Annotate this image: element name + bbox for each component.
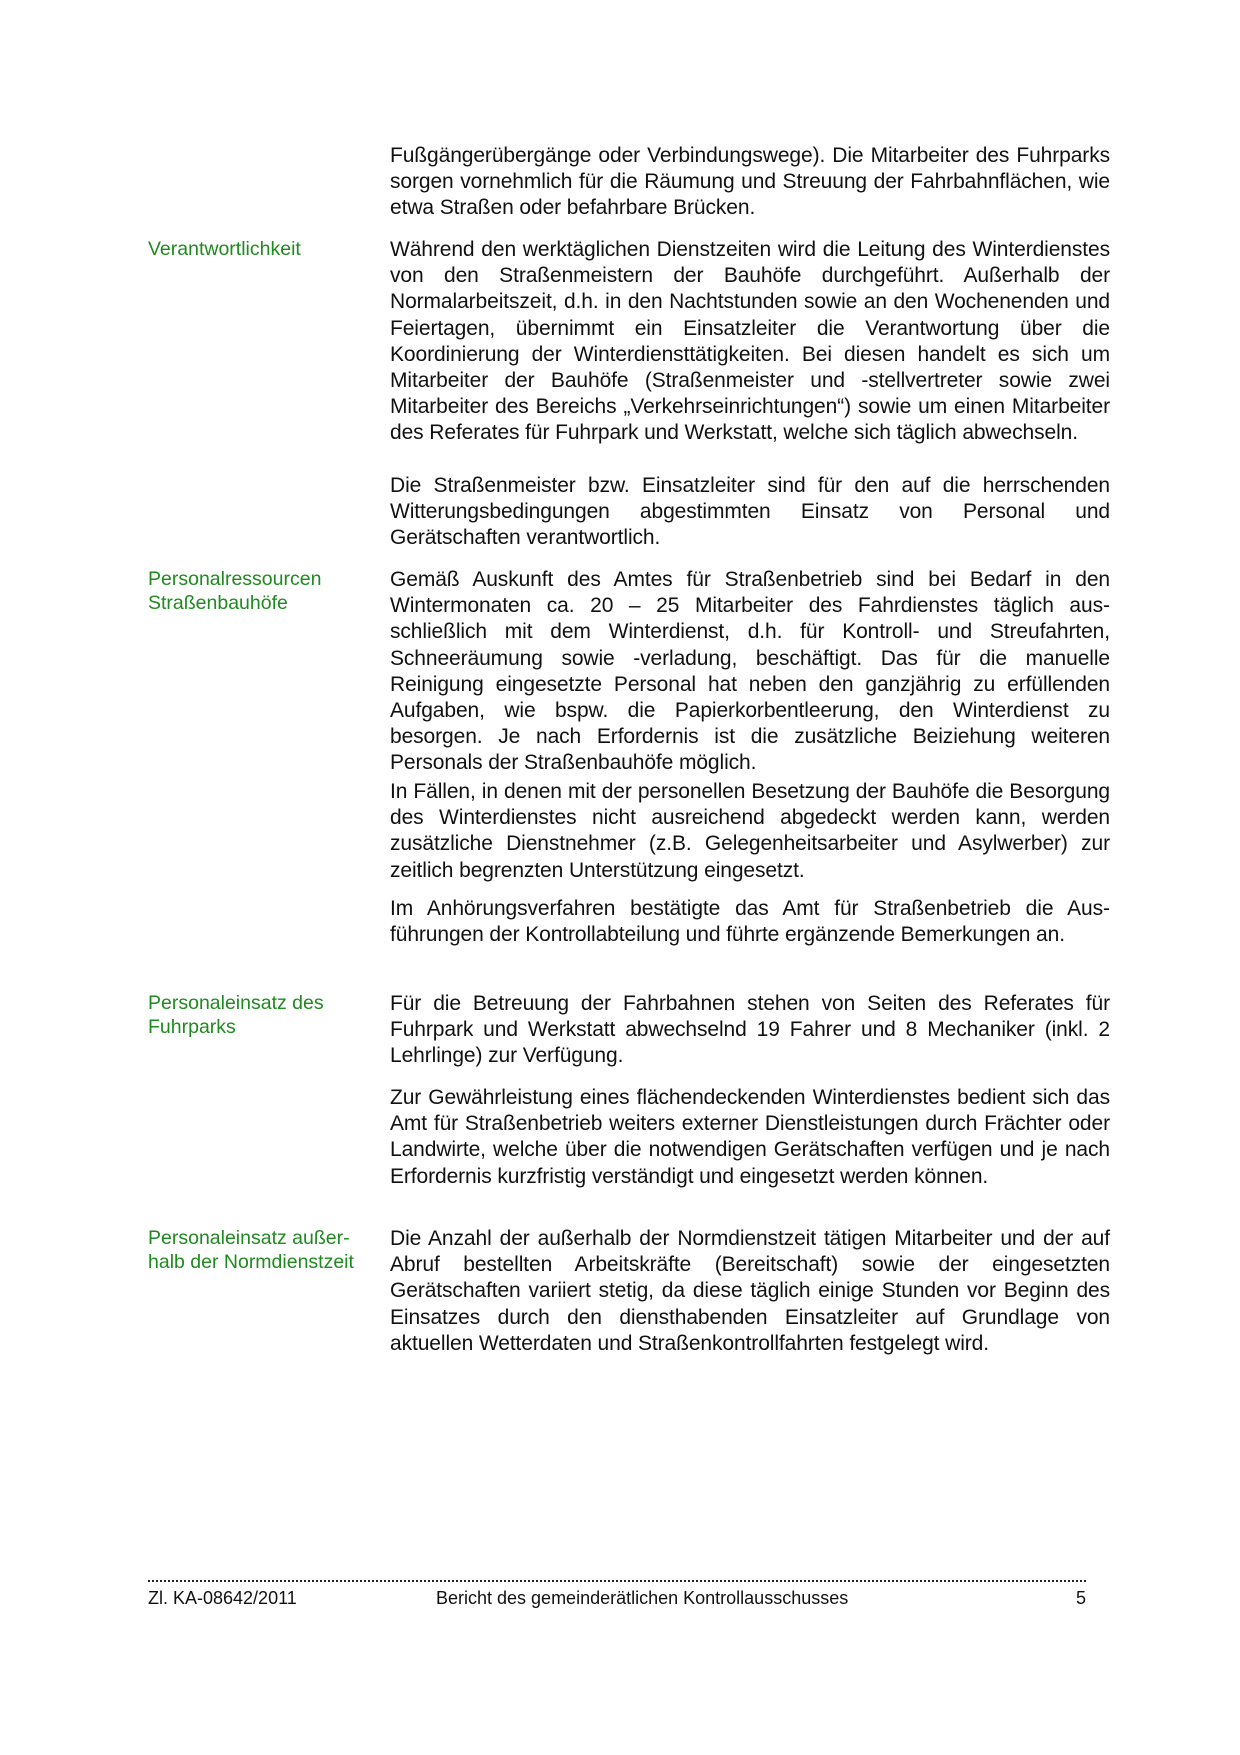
page-footer <box>148 1588 1086 1614</box>
paragraph: Fußgängerübergänge oder Verbindungswege). Die Mitarbeiter des Fuhrparks sorgen vornehmlich für die Räumung und Streuung der Fahrbahnflächen, wie etwa Straßen oder befahrbare Brücken. <box>390 144 1110 220</box>
page-number: 5 <box>1075 1588 1086 1608</box>
paragraph: Während den werktäglichen Dienstzeiten wird die Leitung des Winterdienstes von den Straßenmeistern der Bauhöfe durchgeführt. Außerhalb der Normalarbeitszeit, d.h. in den Nachtstunden sowie an den Wochenenden und Feiertagen, übernimmt ein Einsatzleiter die Verantwortung über die Koordinierung der Winterdiensttätigkeiten. Bei diesen handelt es sich um Mitarbeiter der Bauhöfe (Straßenmeister und -stellvertreter sowie zwei Mitarbeiter des Bereichs „Verkehrseinrichtungen“) sowie um einen Mitarbeiter des Referates für Fuhrpark und Werkstatt, welche sich täglich abwechseln. <box>390 238 1110 445</box>
section-verantwortlichkeit <box>148 237 1108 447</box>
paragraph: In Fällen, in denen mit der personellen Besetzung der Bauhöfe die Besorgung des Winterdienstes nicht ausreichend abgedeckt werden kann, werden zusätzliche Dienstnehmer (z.B. Gelegenheitsarbeiter und Asylwerber) zur zeitlich begrenzten Unterstützung eingesetzt. <box>390 780 1110 882</box>
side-label <box>148 143 390 222</box>
side-label: Personaleinsatz außerhalb der Normdienstzeit <box>148 1227 354 1273</box>
footer-divider <box>148 1570 1086 1582</box>
section-fuhrpark <box>148 991 1108 1070</box>
section-personalressourcen-cont1 <box>148 779 1108 884</box>
paragraph: Zur Gewährleistung eines flächendeckenden Winterdienstes bedient sich das Amt für Straßenbetrieb weiters externer Dienstleistungen durch Frächter oder Landwirte, welche über die notwendigen Gerätschaften verfügen und je nach Erfordernis kurzfristig verständigt und eingesetzt werden können. <box>390 1086 1110 1188</box>
paragraph: Gemäß Auskunft des Amtes für Straßenbetrieb sind bei Bedarf in den Wintermonaten ca. 20 – 25 Mitarbeiter des Fahrdienstes täglich ausschließlich mit dem Winterdienst, d.h. für Kontroll- und Streufahrten, Schneeräumung sowie -verladung, beschäftigt. Das für die manuelle Reinigung eingesetzte Personal hat neben den ganzjährig zu erfüllenden Aufgaben, wie bspw. die Papierkorbentleerung, den Winterdienst zu besorgen. Je nach Erfordernis ist die zusätzliche Beiziehung weiteren Personals der Straßenbauhöfe möglich. <box>390 568 1110 775</box>
paragraph: Im Anhörungsverfahren bestätigte das Amt für Straßenbetrieb die Ausführungen der Kontrollabteilung und führte ergänzende Bemerkungen an. <box>390 897 1110 947</box>
paragraph: Die Anzahl der außerhalb der Normdienstzeit tätigen Mitarbeiter und der auf Abruf bestellten Arbeitskräfte (Bereitschaft) sowie der eingesetzten Gerätschaften variiert stetig, da diese täglich einige Stunden vor Beginn des Einsatzes durch den diensthabenden Einsatzleiter auf Grundlage von aktuellen Wetterdaten und Straßenkontrollfahrten festgelegt wird. <box>390 1227 1110 1355</box>
section-fuhrpark-cont <box>148 1085 1108 1190</box>
footer-title: Bericht des gemeinderätlichen Kontrollausschusses <box>436 1588 849 1608</box>
section-personalressourcen <box>148 567 1108 777</box>
paragraph: Die Straßenmeister bzw. Einsatzleiter sind für den auf die herrschenden Witterungsbedingungen abgestimmten Einsatz von Personal und Gerätschaften verantwortlich. <box>390 474 1110 550</box>
section-personalressourcen-cont2 <box>148 896 1108 948</box>
side-label: Personaleinsatz des Fuhrparks <box>148 992 324 1038</box>
paragraph: Für die Betreuung der Fahrbahnen stehen von Seiten des Referates für Fuhrpark und Werkstatt abwechselnd 19 Fahrer und 8 Mechaniker (inkl. 2 Lehrlinge) zur Verfügung. <box>390 992 1110 1068</box>
section-normdienstzeit <box>148 1226 1108 1357</box>
document-id: Zl. KA-08642/2011 <box>148 1588 297 1608</box>
section-verantwortlichkeit-cont <box>148 473 1108 552</box>
section-continuation <box>148 143 1108 222</box>
side-label: Personalressourcen Straßenbauhöfe <box>148 568 322 614</box>
side-label: Verantwortlichkeit <box>148 238 301 260</box>
